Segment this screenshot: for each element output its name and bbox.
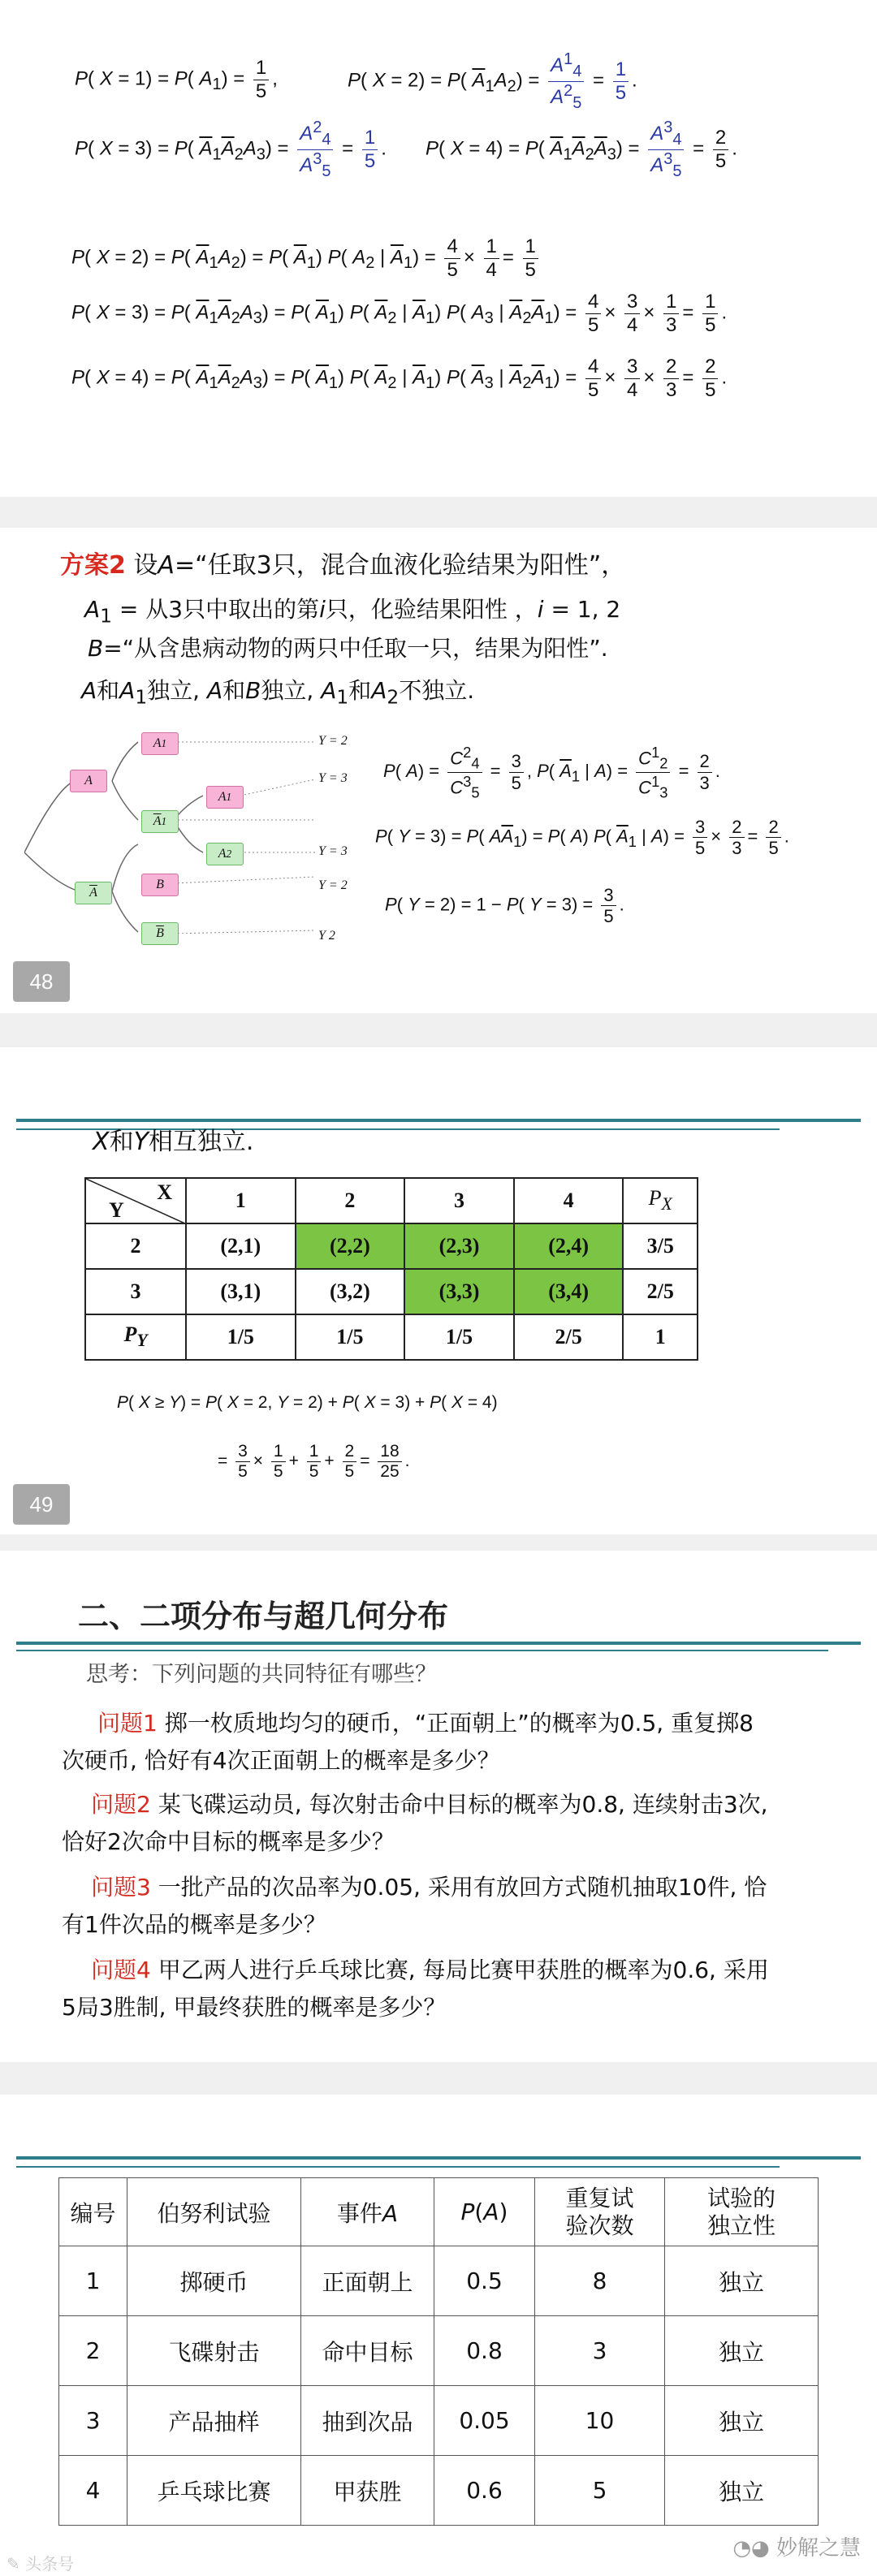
slide-1 [0,0,877,497]
table-cell: 独立 [665,2316,819,2386]
think-prompt: 思考：下列问题的共同特征有哪些？ [86,1662,437,1687]
tree-node-not-a1: $\overline{A}$ 1 [141,810,179,833]
col-header: 4 [514,1178,624,1223]
tree-node-not-b: $\overline{B}$ [141,922,179,945]
top-divider [16,2156,861,2160]
corner-y: Y [109,1198,124,1222]
heading-underline [16,1642,861,1645]
table-cell: 抽到次品 [301,2386,434,2456]
table-row [85,1269,698,1314]
table-row [85,1223,698,1269]
slide-4 [0,1551,877,2062]
scheme2-line3: B=“从含患病动物的两只中任取一只，结果为阳性”. [88,635,608,662]
col-header: 重复试 验次数 [535,2178,665,2246]
col-header: P(A) [434,2178,535,2246]
scheme2-line1: 方案2 设A=“任取3只，混合血液化验结果为阳性”， [60,551,626,580]
problem-label: 问题3 [91,1874,151,1901]
watermark-left-text: 头条号 [25,2554,75,2574]
table-corner [85,1178,186,1223]
top-divider-thin [16,2166,780,2168]
table-cell: (3,1) [186,1269,296,1314]
table-cell: 0.05 [434,2386,535,2456]
col-header: 事件A [301,2178,434,2246]
table-cell: 3 [535,2316,665,2386]
problem-4 [62,1952,841,2026]
slide-3 [0,1047,877,1534]
table-row [59,2246,819,2316]
table-cell: 1/5 [186,1314,296,1360]
table-cell: 5 [535,2456,665,2526]
table-cell: 4 [59,2456,127,2526]
col-header-px: $P_X$ [623,1178,698,1223]
eq-x-ge-y: P( X ≥ Y) = P( X = 2, Y = 2) + P( X = 3) + P( X = 4) [117,1393,498,1412]
wechat-icon: ◔◕ [732,2536,776,2561]
problem-text: 掷一枚质地均匀的硬币，“正面朝上”的概率为0.5, 重复掷8 [157,1710,754,1737]
problem-text: 甲乙两人进行乒乓球比赛, 每局比赛甲获胜的概率为0.6, 采用 [150,1957,769,1983]
problem-text: 某飞碟运动员, 每次射击命中目标的概率为0.8, 连续射击3次, [150,1791,768,1818]
table-cell: 8 [535,2246,665,2316]
row-header: 2 [85,1223,186,1269]
table-cell: (3,4) [514,1269,624,1314]
table-cell: (3,2) [296,1269,405,1314]
problem-text: 次硬币, 恰好有4次正面朝上的概率是多少？ [62,1747,500,1774]
col-header: 伯努利试验 [127,2178,301,2246]
corner-x: X [157,1180,172,1204]
eq-x4-cond: P( X = 4) = P( $\overline{A}_1\overline{A}_2A_3) = P$( $\overline{A}_1$) P( $\overline{A}_2$ | $\overline{A}_1$) P( $\overline{A}_3$ | $\overline{A}_2\overline{A}_1$) = $\frac{4}{5}$ × $\frac{3}{4}$ × $\frac{2}{3}$ = $\frac{2}{5}$ . [71,356,728,401]
row-header: 3 [85,1269,186,1314]
tree-node-not-a: $\overline{A}$ [75,882,112,904]
slide-2 [0,528,877,1013]
col-header: 试验的 独立性 [665,2178,819,2246]
problem-text: 一批产品的次品率为0.05, 采用有放回方式随机抽取10件, 恰 [150,1874,767,1901]
section-heading: 二、二项分布与超几何分布 [78,1599,449,1634]
table-cell: 1 [59,2246,127,2316]
table-cell: (2,1) [186,1223,296,1269]
heading-underline-thin [16,1650,828,1651]
table-cell: 乒乓球比赛 [127,2456,301,2526]
table-row [59,2386,819,2456]
tree-label-5: Y 2 [318,929,335,943]
col-header: 编号 [59,2178,127,2246]
slide-5 [0,2095,877,2576]
page-number: 49 [13,1484,70,1525]
table-cell: (3,3) [404,1269,514,1314]
table-header-row [59,2178,819,2246]
problem-2 [62,1786,841,1861]
table-cell: 10 [535,2386,665,2456]
problem-text: 5局3胜制, 甲最终获胜的概率是多少？ [62,1994,447,2021]
table-row [85,1314,698,1360]
eq-x3-cond: P( X = 3) = P( $\overline{A}_1\overline{A}_2A_3) = P$( $\overline{A}_1$) P( $\overline{A}_2$ | $\overline{A}_1$) P( $A_3$ | $\overline{A}_2\overline{A}_1$) = $\frac{4}{5}$ × $\frac{3}{4}$ × $\frac{1}{3}$ = $\frac{1}{5}$ . [71,291,728,336]
eq-x2: P( X = 2) = P( $\overline{A}_1A_2$) = $\frac{A^1_4}{A^2_5}$ = $\frac{1}{5}$ . [348,50,637,112]
row-header-py: $P_Y$ [85,1314,186,1360]
table-cell: 2/5 [514,1314,624,1360]
eq-x3: P( X = 3) = P( $\overline{A}_1\overline{A}_2A_3$) = $\frac{A^2_4}{A^3_5}$ = $\frac{1}{5}$ . [75,119,387,180]
table-cell: 独立 [665,2246,819,2316]
watermark-right-text: 妙解之慧 [775,2536,861,2561]
table-cell: 独立 [665,2456,819,2526]
table-cell: 2 [59,2316,127,2386]
bernoulli-table [58,2177,819,2526]
col-header: 1 [186,1178,296,1223]
table-cell: 正面朝上 [301,2246,434,2316]
table-cell: 0.5 [434,2246,535,2316]
watermark-left [6,2551,74,2574]
table-cell: 0.8 [434,2316,535,2386]
table-cell: 0.6 [434,2456,535,2526]
table-cell: (2,4) [514,1223,624,1269]
table-cell: 1 [623,1314,698,1360]
table-cell: 独立 [665,2386,819,2456]
table-cell: 飞碟射击 [127,2316,301,2386]
page-number: 48 [13,961,70,1002]
table-cell: 甲获胜 [301,2456,434,2526]
table-row [59,2316,819,2386]
top-divider [16,1119,861,1122]
eq-x4: P( X = 4) = P( $\overline{A}_1\overline{A}_2\overline{A}_3$) = $\frac{A^3_4}{A^3_5}$ = $\frac{2}{5}$ . [426,119,737,180]
eq-pa: P( A) = $\frac{C^2_4}{C^3_5}$ = $\frac{3}{5}$ , P( $\overline{A}_1$ | A) = $\frac{C^1_2}{C^1_3}$ = $\frac{2}{3}$ . [383,744,720,801]
eq-py2: P( Y = 2) = 1 − P( Y = 3) = $\frac{3}{5}$ . [385,885,624,927]
independence-title: X和Y相互独立. [93,1128,254,1156]
table-cell: 命中目标 [301,2316,434,2386]
scheme2-line2: $A_1$ = 从3只中取出的第i只，化验结果阳性 ，i = 1, 2 [84,596,621,628]
table-row [59,2456,819,2526]
table-cell: 2/5 [623,1269,698,1314]
tree-label-1: Y = 2 [318,734,348,748]
eq-py3: P( Y = 3) = P( $A\overline{A}_1) = P$( A) P( $\overline{A}_1$ | A) = $\frac{3}{5}$ × $\frac{2}{3}$ = $\frac{2}{5}$ . [375,817,789,859]
tree-node-b: B [141,874,179,896]
scheme2-line4: A和$A_1$独立, A和B独立, $A_1$和$A_2$不独立. [81,677,475,709]
table-cell: (2,3) [404,1223,514,1269]
tree-node-a: A [70,770,107,792]
problem-text: 有1件次品的概率是多少？ [62,1911,326,1938]
joint-table [84,1177,698,1361]
watermark-logo-icon: ✎ [6,2554,26,2574]
tree-node-a1: A 1 [141,732,179,755]
problem-label: 问题1 [97,1710,158,1737]
problem-label: 问题2 [91,1791,151,1818]
tree-label-2: Y = 3 [318,771,348,785]
table-cell: (2,2) [296,1223,405,1269]
table-cell: 掷硬币 [127,2246,301,2316]
table-cell: 产品抽样 [127,2386,301,2456]
problem-text: 恰好2次命中目标的概率是多少？ [62,1828,395,1855]
table-cell: 1/5 [296,1314,405,1360]
tree-label-4: Y = 2 [318,878,348,892]
col-header: 2 [296,1178,405,1223]
tree-node-a1-2: A 1 [206,786,244,809]
col-header: 3 [404,1178,514,1223]
tree-node-a2: A 2 [206,843,244,865]
problem-3 [62,1869,841,1944]
watermark-right [732,2531,861,2561]
eq-x-ge-y-result: = $\frac{3}{5}$ × $\frac{1}{5}$ + $\frac{1}{5}$ + $\frac{2}{5}$ = $\frac{18}{25}$ . [218,1442,410,1482]
table-cell: 3 [59,2386,127,2456]
problem-1 [62,1705,841,1780]
table-cell: 3/5 [623,1223,698,1269]
eq-x2-cond: P( X = 2) = P( $\overline{A}_1A_2) = P$( $\overline{A}_1$) P( $A_2$ | $\overline{A}_1$) = $\frac{4}{5}$ × $\frac{1}{4}$ = $\frac{1}{5}$ [71,235,542,281]
table-cell: 1/5 [404,1314,514,1360]
problem-label: 问题4 [91,1957,151,1983]
eq-x1: P( X = 1) = P( $A_1$) = $\frac{1}{5}$ , [75,57,278,102]
tree-label-3: Y = 3 [318,844,348,858]
scheme2-label: 方案2 [60,551,126,580]
